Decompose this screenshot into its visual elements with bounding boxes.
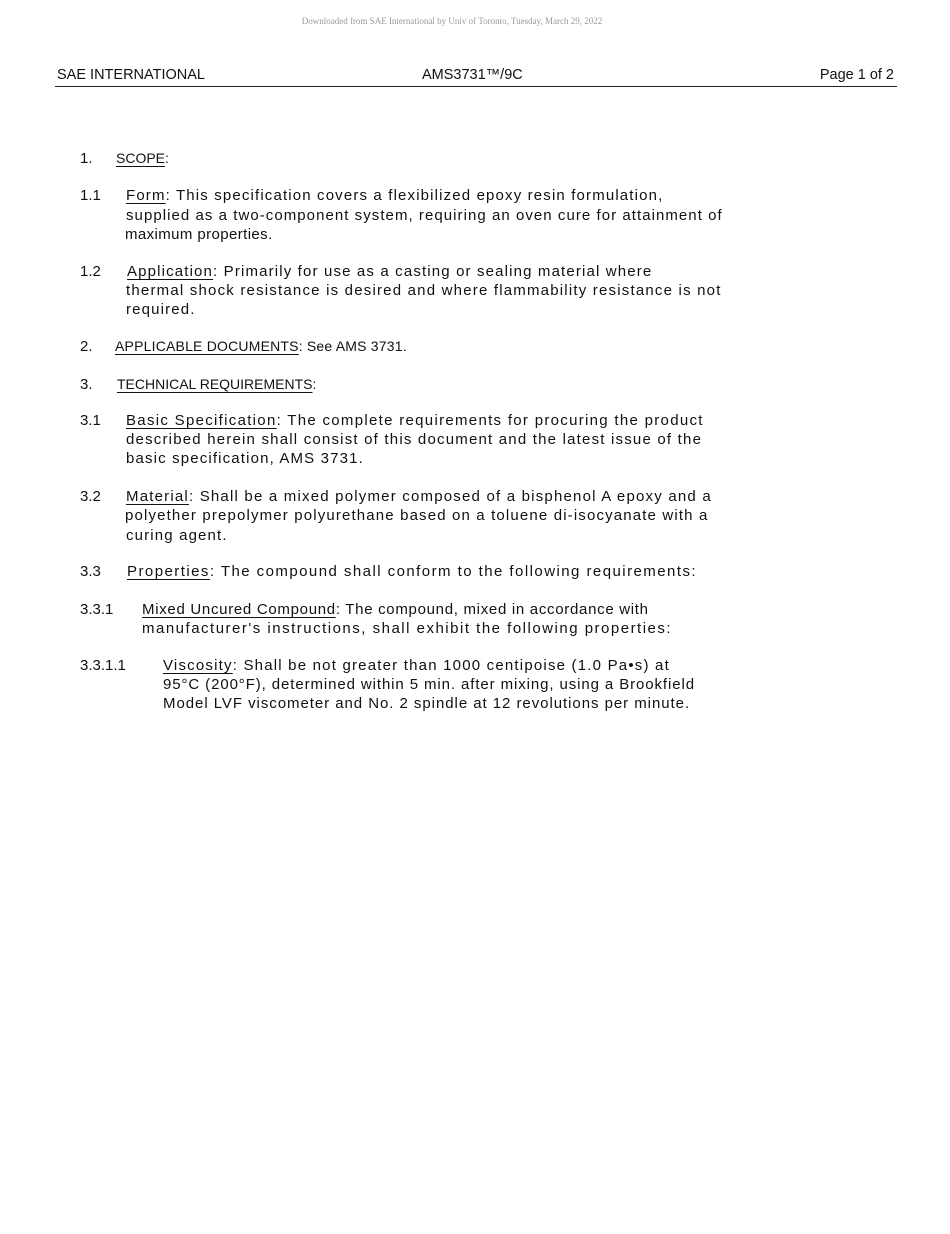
paragraph-line [163, 657, 670, 674]
paragraph-line [127, 263, 652, 280]
paragraph-text: : The complete requirements for procuring the product [276, 412, 704, 429]
paragraph-line: maximum properties. [125, 226, 273, 243]
section-number: 3.3.1.1 [80, 657, 126, 674]
paragraph-text: : The compound, mixed in accordance with [335, 601, 649, 618]
header-page-number: Page 1 of 2 [819, 67, 894, 83]
paragraph-title: Form [126, 187, 166, 204]
section-number: 3. [80, 376, 93, 393]
section-number: 3.1 [80, 412, 101, 429]
header-doc-number: AMS3731™/9C [422, 67, 523, 83]
section-number: 3.3.1 [80, 601, 114, 618]
section-number: 2. [80, 338, 93, 355]
paragraph-line: thermal shock resistance is desired and where flammability resistance is not [126, 282, 722, 299]
heading-colon: : [165, 150, 169, 166]
section-heading-applicable-documents [115, 338, 407, 354]
paragraph-title: Properties [127, 563, 210, 580]
paragraph-line: required. [126, 301, 196, 318]
section-heading-scope [116, 150, 169, 166]
section-number: 1.2 [80, 263, 101, 280]
paragraph-line: polyether prepolymer polyurethane based on a toluene di-isocyanate with a [125, 507, 709, 524]
paragraph-title: Material [126, 488, 189, 505]
paragraph-title: Mixed Uncured Compound [142, 601, 336, 618]
heading-colon: : [312, 376, 317, 392]
heading-text: SCOPE [116, 150, 166, 166]
paragraph-line [126, 187, 663, 204]
paragraph-line: 95°C (200°F), determined within 5 min. after mixing, using a Brookfield [163, 676, 695, 693]
paragraph-text: : Shall be not greater than 1000 centipoise (1.0 Pa•s) at [232, 657, 670, 674]
section-number: 3.2 [80, 488, 101, 505]
paragraph-line [126, 412, 704, 429]
section-number: 3.3 [80, 563, 101, 580]
paragraph-line: Model LVF viscometer and No. 2 spindle at 12 revolutions per minute. [163, 695, 691, 712]
paragraph-line [127, 563, 697, 580]
download-watermark: Downloaded from SAE International by Univ of Toronto, Tuesday, March 29, 2022 [301, 16, 603, 26]
header-org: SAE INTERNATIONAL [57, 67, 205, 83]
paragraph-title: Application [127, 263, 214, 280]
paragraph-line [126, 488, 712, 505]
paragraph-text: : Primarily for use as a casting or sealing material where [213, 263, 653, 280]
section-number: 1.1 [80, 187, 101, 204]
paragraph-line: supplied as a two-component system, requiring an oven cure for attainment of [126, 207, 723, 224]
paragraph-line [142, 601, 649, 618]
paragraph-text: : The compound shall conform to the following requirements: [209, 563, 698, 580]
paragraph-title: Viscosity [163, 657, 233, 674]
paragraph-text: : This specification covers a flexibilized epoxy resin formulation, [165, 187, 664, 204]
heading-text: APPLICABLE DOCUMENTS [115, 338, 299, 354]
page-header [55, 67, 897, 87]
section-heading-technical-requirements [117, 376, 316, 392]
paragraph-title: Basic Specification [126, 412, 277, 429]
section-number: 1. [80, 150, 93, 167]
paragraph-line: basic specification, AMS 3731. [126, 450, 364, 467]
paragraph-line: manufacturer's instructions, shall exhibit the following properties: [142, 620, 673, 637]
heading-rest: : See AMS 3731. [298, 338, 407, 354]
heading-text: TECHNICAL REQUIREMENTS [117, 376, 313, 392]
paragraph-text: : Shall be a mixed polymer composed of a bisphenol A epoxy and a [188, 488, 712, 505]
paragraph-line: described herein shall consist of this document and the latest issue of the [126, 431, 703, 448]
paragraph-line: curing agent. [126, 527, 228, 544]
